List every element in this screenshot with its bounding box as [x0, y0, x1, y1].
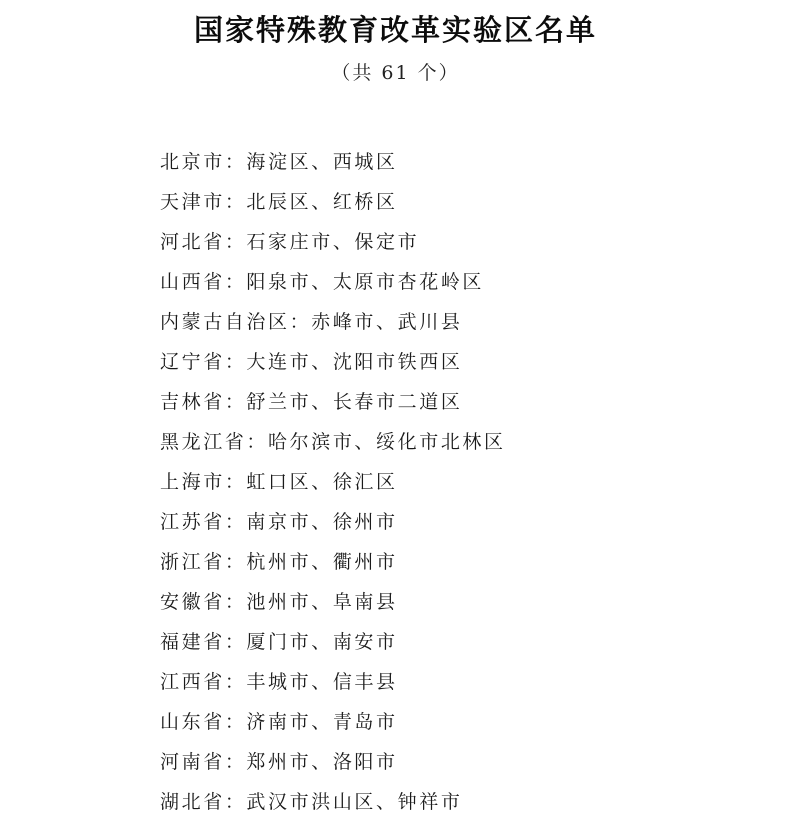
separator-colon: ：	[224, 631, 247, 653]
list-item	[160, 342, 506, 382]
district-names: 北辰区、红桥区	[246, 191, 398, 213]
province-name: 北京市	[160, 151, 225, 173]
district-names: 海淀区、西城区	[246, 151, 398, 173]
district-names: 武汉市洪山区、钟祥市	[246, 791, 463, 813]
document-title: 国家特殊教育改革实验区名单	[193, 13, 597, 47]
region-list	[160, 142, 506, 822]
separator-colon: ：	[224, 391, 247, 413]
list-item	[160, 542, 506, 582]
district-names: 石家庄市、保定市	[246, 231, 420, 253]
district-names: 郑州市、洛阳市	[246, 751, 398, 773]
province-name: 安徽省	[160, 591, 225, 613]
district-names: 阳泉市、太原市杏花岭区	[246, 271, 485, 293]
list-item	[160, 742, 506, 782]
separator-colon: ：	[246, 431, 269, 453]
district-names: 虹口区、徐汇区	[246, 471, 398, 493]
separator-colon: ：	[224, 511, 247, 533]
district-names: 舒兰市、长春市二道区	[246, 391, 463, 413]
district-names: 哈尔滨市、绥化市北林区	[268, 431, 506, 453]
district-names: 大连市、沈阳市铁西区	[246, 351, 463, 373]
province-name: 江苏省	[160, 511, 225, 533]
list-item	[160, 622, 506, 662]
separator-colon: ：	[224, 551, 247, 573]
province-name: 内蒙古自治区	[160, 311, 290, 333]
province-name: 吉林省	[160, 391, 225, 413]
list-item	[160, 222, 506, 262]
separator-colon: ：	[224, 791, 247, 813]
list-item	[160, 382, 506, 422]
district-names: 济南市、青岛市	[246, 711, 398, 733]
district-names: 丰城市、信丰县	[246, 671, 398, 693]
province-name: 山西省	[160, 271, 225, 293]
list-item	[160, 262, 506, 302]
province-name: 浙江省	[160, 551, 225, 573]
list-item	[160, 462, 506, 502]
list-item	[160, 142, 506, 182]
district-names: 杭州市、衢州市	[246, 551, 398, 573]
separator-colon: ：	[224, 231, 247, 253]
province-name: 河北省	[160, 231, 225, 253]
district-names: 池州市、阜南县	[246, 591, 398, 613]
list-item	[160, 782, 506, 822]
province-name: 江西省	[160, 671, 225, 693]
list-item	[160, 702, 506, 742]
separator-colon: ：	[224, 151, 247, 173]
separator-colon: ：	[224, 591, 247, 613]
separator-colon: ：	[224, 751, 247, 773]
document-subtitle: （共 61 个）	[331, 62, 460, 84]
province-name: 湖北省	[160, 791, 225, 813]
list-item	[160, 582, 506, 622]
province-name: 上海市	[160, 471, 225, 493]
province-name: 福建省	[160, 631, 225, 653]
separator-colon: ：	[224, 271, 247, 293]
district-names: 赤峰市、武川县	[311, 311, 463, 333]
list-item	[160, 502, 506, 542]
district-names: 厦门市、南安市	[246, 631, 398, 653]
province-name: 山东省	[160, 711, 225, 733]
list-item	[160, 182, 506, 222]
list-item	[160, 662, 506, 702]
separator-colon: ：	[289, 311, 312, 333]
separator-colon: ：	[224, 711, 247, 733]
list-item	[160, 302, 506, 342]
separator-colon: ：	[224, 671, 247, 693]
separator-colon: ：	[224, 471, 247, 493]
province-name: 天津市	[160, 191, 225, 213]
province-name: 黑龙江省	[160, 431, 247, 453]
separator-colon: ：	[224, 191, 247, 213]
province-name: 辽宁省	[160, 351, 225, 373]
province-name: 河南省	[160, 751, 225, 773]
separator-colon: ：	[224, 351, 247, 373]
district-names: 南京市、徐州市	[246, 511, 398, 533]
list-item	[160, 422, 506, 462]
